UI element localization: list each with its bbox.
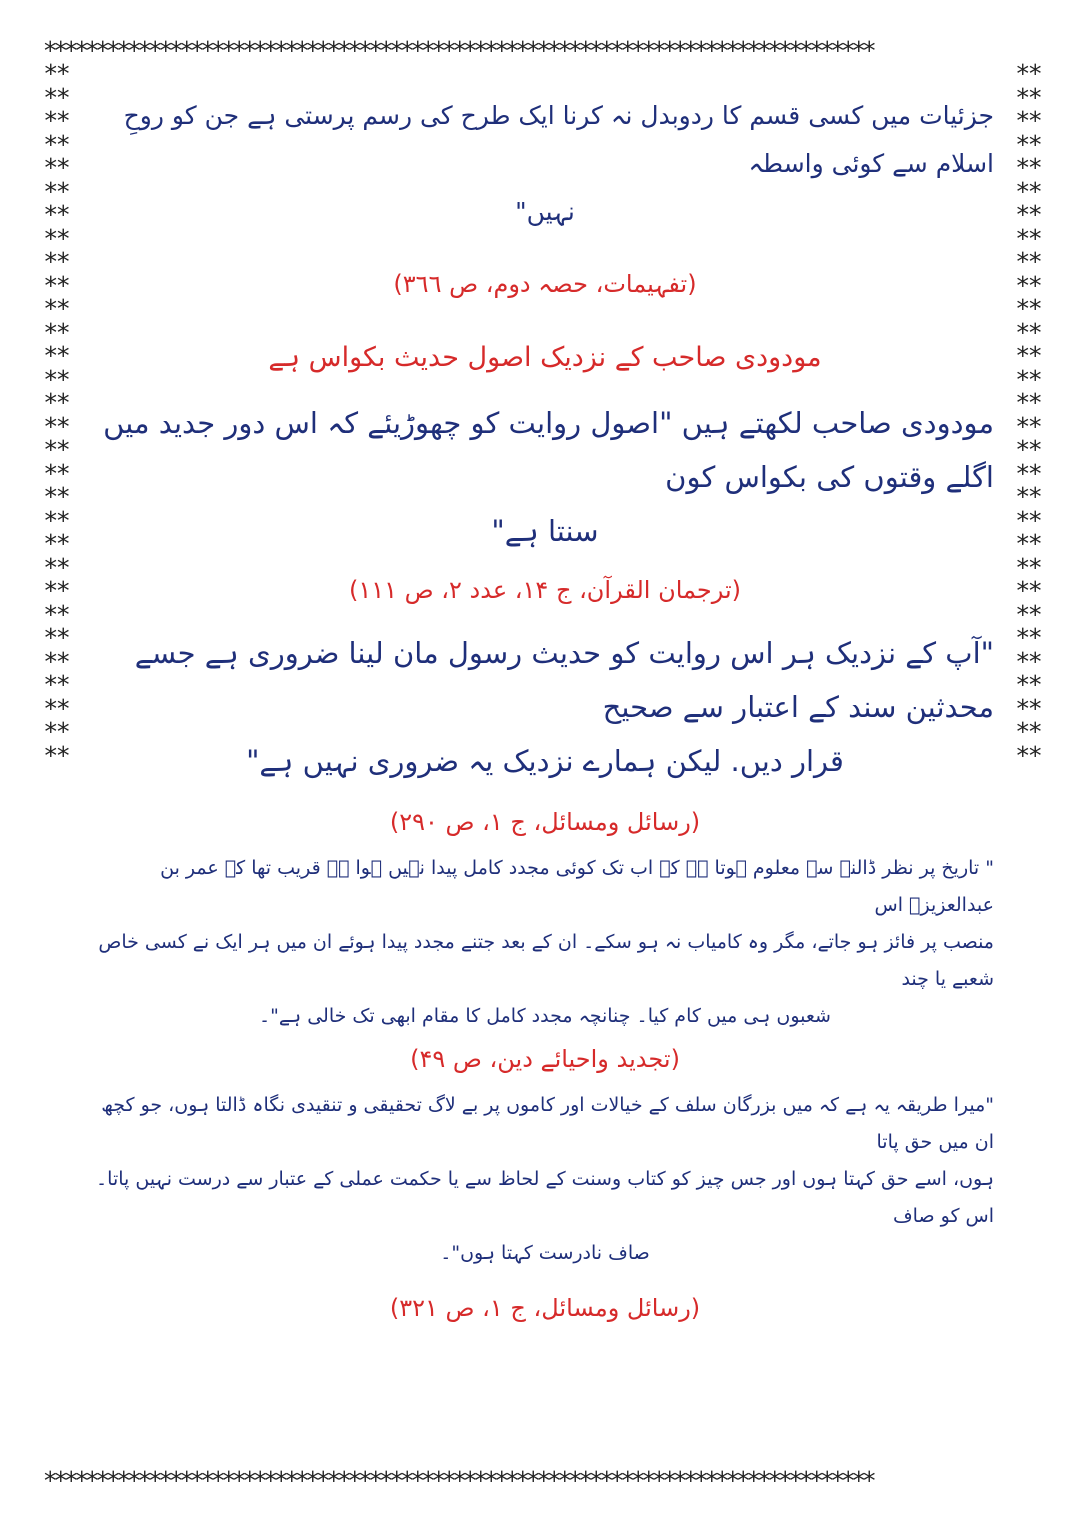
right-star-border: ************************************************************ [1016,62,1042,770]
quote-3-line-2: قرار دیں. لیکن ہمارے نزدیک یہ ضروری نہیں ہے" [246,744,844,778]
quote-4-line-3: شعبوں ہی میں کام کیا۔ چنانچہ مجدد کامل کا مقام ابھی تک خالی ہے"۔ [259,1005,831,1027]
reference-3: (رسائل ومسائل، ج ۱، ص ۲۹۰) [389,808,701,836]
quote-5-line-2: ہوں، اسے حق کہتا ہوں اور جس چیز کو کتاب وسنت کے لحاظ سے یا حکمت عملی کے عتبار سے درست نہیں پاتا۔ اس کو صاف [96,1168,994,1227]
quote-1-line-2: نہیں" [515,197,575,226]
quote-paragraph-4 [96,850,994,1035]
quote-1-line-1: جزئیات میں کسی قسم کا ردوبدل نہ کرنا ایک طرح کی رسم پرستی ہے جن کو روحِ اسلام سے کوئی واسطہ [123,101,994,178]
reference-5: (رسائل ومسائل، ج ۱، ص ۳۲۱) [389,1294,701,1322]
section-heading: مودودی صاحب کے نزدیک اصول حدیث بکواس ہے [268,342,822,373]
quote-3-line-1: "آپ کے نزدیک ہر اس روایت کو حدیث رسول مان لینا ضروری ہے جسے محدثین سند کے اعتبار سے صحیح [134,636,994,724]
reference-2: (ترجمان القرآن، ج ۱۴، عدد ۲، ص ۱۱۱) [348,576,742,604]
quote-2-line-2: سنتا ہے" [491,514,599,548]
quote-paragraph-3 [96,626,994,788]
quote-paragraph-2 [96,396,994,558]
reference-4: (تجدید واحیائے دین، ص ۴۹) [410,1045,680,1073]
quote-5-line-3: صاف نادرست کہتا ہوں"۔ [440,1242,650,1264]
top-star-border: ******************************************************************************* [44,36,874,65]
left-star-border: ************************************************************ [44,62,70,770]
document-body [96,86,994,1326]
bottom-star-border: ******************************************************************************* [44,1466,874,1495]
quote-paragraph-5 [96,1087,994,1272]
quote-4-line-1: " تاریخ پر نظر ڈالنے سے معلوم ہوتا ہے کہ اب تک کوئی مجدد کامل پیدا نہیں ہوا ہے قریب تھا کہ عمر بن عبدالعزیزؒ اس [160,857,994,916]
quote-paragraph-1 [96,92,994,236]
quote-5-line-1: "میرا طریقہ یہ ہے کہ میں بزرگان سلف کے خیالات اور کاموں پر بے لاگ تحقیقی و تنقیدی نگاہ ڈالتا ہوں، جو کچھ ان میں حق پاتا [101,1094,994,1153]
quote-2-line-1: مودودی صاحب لکھتے ہیں "اصول روایت کو چھوڑیئے کہ اس دور جدید میں اگلے وقتوں کی بکواس کون [103,406,994,494]
reference-1: (تفہیمات، حصہ دوم، ص ۳٦٦) [393,270,697,298]
quote-4-line-2: منصب پر فائز ہو جاتے، مگر وہ کامیاب نہ ہو سکے۔ ان کے بعد جتنے مجدد پیدا ہوئے ان میں ہر ایک نے کسی خاص شعبے یا چند [98,931,994,990]
